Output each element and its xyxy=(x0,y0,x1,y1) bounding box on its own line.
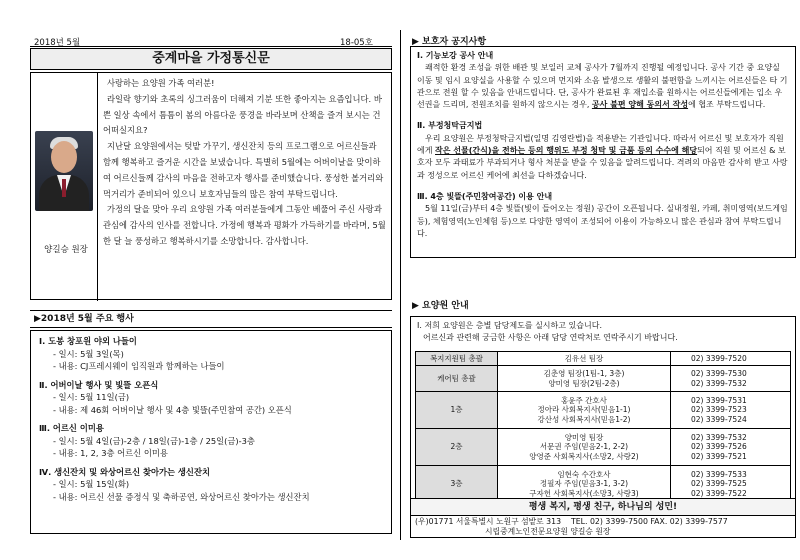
greeting-paragraph: 사랑하는 요양원 가족 여러분! xyxy=(107,78,215,88)
staff-name: 홍윤주 간호사 xyxy=(561,395,607,405)
staff-names xyxy=(498,429,671,466)
notice-title: Ⅰ. 기능보강 공사 안내 xyxy=(417,51,494,60)
staff-name: 강산성 사회복지사(믿음1-2) xyxy=(537,414,631,424)
greeting-text xyxy=(97,73,391,301)
staff-phones xyxy=(671,366,791,392)
staff-names xyxy=(498,392,671,429)
column-divider xyxy=(400,30,401,540)
staff-phone: 02) 3399-7523 xyxy=(691,405,747,415)
staff-heading: ▶ 요양원 안내 xyxy=(412,301,469,311)
table-row xyxy=(416,352,791,366)
notice-title: Ⅲ. 4층 빛뜰(주민참여공간) 이용 안내 xyxy=(417,191,553,201)
staff-phone: 02) 3399-7520 xyxy=(691,353,747,363)
staff-phone: 02) 3399-7525 xyxy=(691,479,747,489)
staff-name: 서문권 주임(믿음2-1, 2-2) xyxy=(539,442,629,452)
staff-names xyxy=(498,366,671,392)
event-detail: - 내용: 1, 2, 3층 어르신 이미용 xyxy=(53,448,168,458)
notice-text: 우리 요양원은 부정청탁금지법(일명 김영란법)을 적용받는 기관입니다. 따라서 어르신 및 보호자가 직원에게 xyxy=(417,133,784,156)
staff-group: 2층 xyxy=(416,429,498,466)
notice-body xyxy=(417,62,789,111)
staff-group: 1층 xyxy=(416,392,498,429)
divider xyxy=(30,46,392,47)
staff-intro: 어르신과 관련해 궁금한 사항은 아래 담당 연락처로 연락주시기 바랍니다. xyxy=(423,333,678,342)
footer-address: (우)01771 서울특별시 노원구 섬밭로 313 xyxy=(415,517,562,526)
event-detail: - 일시: 5월 3일(목) xyxy=(53,348,124,359)
event-title: Ⅳ. 생신잔치 및 와상어르신 찾아가는 생신잔치 xyxy=(39,466,210,477)
notice-text: 쾌적한 환경 조성을 위한 배관 및 보일러 교체 공사가 7월까지 진행될 예정입니다. 공사 기간 중 요양실 이동 및 임시 요양실을 사용할 수 있으며 먼지와 소음 발생으로 생활의 불편함을 느끼시는 어르신들은 타 기관으로 전원 할 수 있음을 안내드립니다. 단, 공사가 완료된 후 재입소를 원하시는 어르신들에게는 입소 우선권을 드리며, 전원조치를 원하지 않으시는 경우, xyxy=(417,63,788,110)
event-detail: - 내용: CJ프레시웨이 임직원과 함께하는 나들이 xyxy=(53,361,225,371)
event-title: Ⅱ. 어버이날 행사 및 빛뜰 오픈식 xyxy=(39,379,159,390)
events-box xyxy=(30,330,392,534)
greeting-paragraph: 지난달 요양원에서는 텃밭 가꾸기, 생신잔치 등의 프로그램으로 어르신들과 함께 행복하고 즐거운 시간을 보냈습니다. 특별히 5월에는 어버이날을 맞이하여 어르신들께 감사의 마음을 전하고자 행사를 준비했습니다. 풍성한 볼거리와 먹거리가 준비되어 있으니 보호자님들의 많은 참여 부탁드립니다. xyxy=(103,141,384,199)
staff-name: 김유선 팀장 xyxy=(564,353,604,363)
staff-name: 임현숙 수간호사 xyxy=(557,469,611,479)
issue-date: 2018년 5월 xyxy=(34,38,81,48)
notices-heading: ▶ 보호자 공지사항 xyxy=(412,37,487,47)
director-photo xyxy=(35,131,93,211)
staff-phone: 02) 3399-7531 xyxy=(691,395,747,405)
footer xyxy=(410,516,796,538)
greeting-box xyxy=(30,72,392,300)
notice-body xyxy=(417,133,789,182)
staff-names xyxy=(498,466,671,503)
newsletter-title: 중계마을 가정통신문 xyxy=(30,48,392,70)
right-column xyxy=(406,0,798,560)
greeting-paragraph: 가정의 달을 맞아 우리 요양원 가족 여러분들에게 그동안 베풀어 주신 사랑과 관심에 감사의 인사를 전합니다. 가정에 행복과 평화가 가득하기를 바라며, 5월 한 달 늘 풍성하고 행복하시기를 소망합니다. 감사합니다. xyxy=(103,204,386,246)
notice-emphasis: 작은 선물(간식)을 전하는 등의 행위도 부정 청탁 및 금품 등의 수수에 해당 xyxy=(435,146,698,156)
staff-names xyxy=(498,352,671,366)
staff-group: 3층 xyxy=(416,466,498,503)
staff-phone: 02) 3399-7532 xyxy=(691,378,747,388)
staff-phone: 02) 3399-7526 xyxy=(691,442,747,452)
event-detail: - 내용: 어르신 선물 증정식 및 축하공연, 와상어르신 찾아가는 생신잔치 xyxy=(53,491,310,502)
greeting-paragraph: 라일락 향기와 초록의 싱그러움이 더해져 기분 또한 좋아지는 요즘입니다. 바쁜 일상 속에서 틈틈이 봄의 아름다운 풍경을 바라보며 산책을 즐겨 보시는 건 어떠실지요? xyxy=(103,93,382,136)
staff-name: 양영준 사회복지사(소망2, 사랑2) xyxy=(529,451,639,461)
staff-name: 양미영 팀장 xyxy=(564,432,604,442)
notice-emphasis: 공사 불편 양해 동의서 작성 xyxy=(591,100,689,110)
event-detail: - 일시: 5월 15일(화) xyxy=(53,479,130,489)
staff-box xyxy=(410,316,796,500)
staff-phones xyxy=(671,392,791,429)
staff-phone: 02) 3399-7533 xyxy=(691,469,747,479)
staff-group: 복지지원팀 총괄 xyxy=(416,352,498,366)
director-signature: 양길승 원장 xyxy=(44,245,88,255)
staff-name: 정아라 사회복지사(믿음1-1) xyxy=(537,405,631,415)
event-detail: - 일시: 5월 4일(금)-2층 / 18일(금)-1층 / 25일(금)-3층 xyxy=(53,435,255,446)
notice-text: 되어 직원 및 어르신 & 보호자 모두 과태료가 부과되거나 형사 처분을 받을 수 있음을 알려드립니다. 격려의 마음만 감사히 받고 사랑과 정성으로 어르신 케어에 최선을 다하겠습니다. xyxy=(417,146,788,180)
event-detail: - 내용: 제 46회 어버이날 행사 및 4층 빛뜰(주민참여 공간) 오픈식 xyxy=(53,404,292,415)
event-title: Ⅲ. 어르신 이미용 xyxy=(39,423,104,433)
staff-phones xyxy=(671,466,791,503)
staff-table xyxy=(415,351,791,503)
table-row xyxy=(416,366,791,392)
notice-body: 5월 11일(금)부터 4층 빛뜰(빛이 들어오는 정원) 공간이 오픈됩니다. 실내정원, 카페, 취미영역(보드게임 등), 체험영역(노인체험 등)으로 다양한 영역이 조성되어 이용이 가능하오니 많은 관심과 참여 부탁드립니다. xyxy=(417,204,788,238)
issue-number: 18-05호 xyxy=(340,38,373,48)
table-row xyxy=(416,392,791,429)
table-row xyxy=(416,466,791,503)
motto: 평생 복지, 평생 친구, 하나님의 성민! xyxy=(410,498,796,516)
staff-phone: 02) 3399-7532 xyxy=(691,432,747,442)
table-row xyxy=(416,429,791,466)
footer-phone: TEL. 02) 3399-7500 FAX. 02) 3399-7577 xyxy=(570,517,728,526)
notice-text: 에 협조 부탁드립니다. xyxy=(688,100,766,110)
events-heading: ▶2018년 5월 주요 행사 xyxy=(30,310,392,328)
staff-name: 구자헌 사회복지사(소망3, 사랑3) xyxy=(529,488,639,498)
staff-name: 양미영 팀장(2팀-2층) xyxy=(548,378,620,388)
staff-name: 정필자 주임(믿음3-1, 3-2) xyxy=(539,479,629,489)
staff-phone: 02) 3399-7530 xyxy=(691,368,747,378)
staff-phones xyxy=(671,429,791,466)
staff-phones xyxy=(671,352,791,366)
staff-phone: 02) 3399-7521 xyxy=(691,451,747,461)
staff-name: 김춘영 팀장(1팀-1, 3층) xyxy=(543,368,625,378)
event-detail: - 일시: 5월 11일(금) xyxy=(53,392,130,402)
staff-phone: 02) 3399-7522 xyxy=(691,488,747,498)
notices-box xyxy=(410,46,796,258)
staff-intro: Ⅰ. 저희 요양원은 층별 담당제도를 실시하고 있습니다. xyxy=(417,321,602,330)
footer-org: 시립중계노인전문요양원 양길승 원장 xyxy=(485,527,611,536)
event-title: Ⅰ. 도봉 창포원 야외 나들이 xyxy=(39,336,137,346)
notice-title: Ⅱ. 부정청탁금지법 xyxy=(417,121,483,131)
staff-phone: 02) 3399-7524 xyxy=(691,414,747,424)
staff-group: 케어팀 총괄 xyxy=(416,366,498,392)
